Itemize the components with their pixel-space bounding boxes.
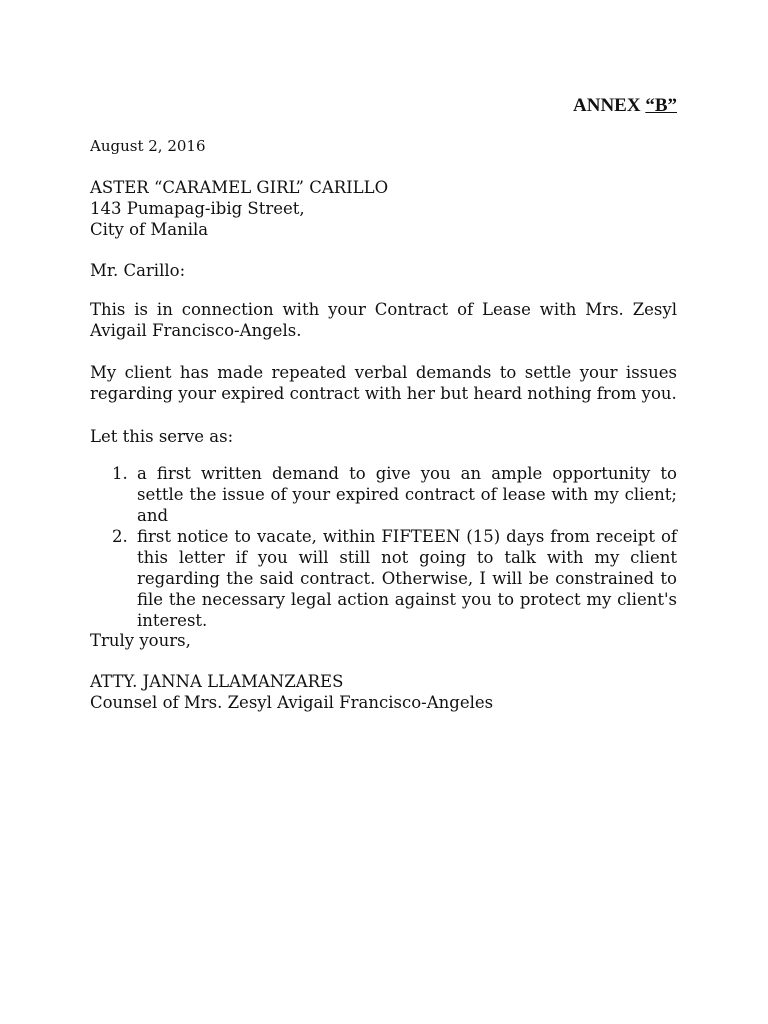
demand-number: 1. [112,464,128,483]
demand-item-1 [90,463,677,526]
letter-page [90,0,677,1024]
closing: Truly yours, [90,631,191,650]
body-paragraph-1: This is in connection with your Contract of Lease with Mrs. Zesyl Avigail Francisco-Angels. [90,300,677,340]
recipient-street: 143 Pumapag-ibig Street, [90,199,305,218]
body-paragraph-2: My client has made repeated verbal demands to settle your issues regarding your expired contract with her but heard nothing from you. [90,363,677,403]
signature-block [90,671,677,713]
demand-text: first notice to vacate, within FIFTEEN (15) days from receipt of this letter if you will still not going to talk with my client regarding the said contract. Otherwise, I will be constrained to file the necessary legal action against you to protect my client's interest. [137,527,677,630]
body-paragraph-3: Let this serve as: [90,427,234,446]
signer-name: ATTY. JANNA LLAMANZARES [90,672,344,691]
letter-date: August 2, 2016 [90,137,206,155]
demand-item-2 [90,526,677,631]
signer-title: Counsel of Mrs. Zesyl Avigail Francisco-Angeles [90,693,494,712]
recipient-city: City of Manila [90,220,209,239]
demand-text: a first written demand to give you an ample opportunity to settle the issue of your expired contract of lease with my client; and [137,464,677,525]
annex-heading [573,94,677,118]
annex-prefix: ANNEX [573,95,646,116]
salutation: Mr. Carillo: [90,261,186,280]
recipient-address [90,177,677,240]
annex-letter: “B” [645,95,677,116]
recipient-name: ASTER “CARAMEL GIRL” CARILLO [90,178,389,197]
demand-number: 2. [112,527,128,546]
demand-list [90,463,677,631]
